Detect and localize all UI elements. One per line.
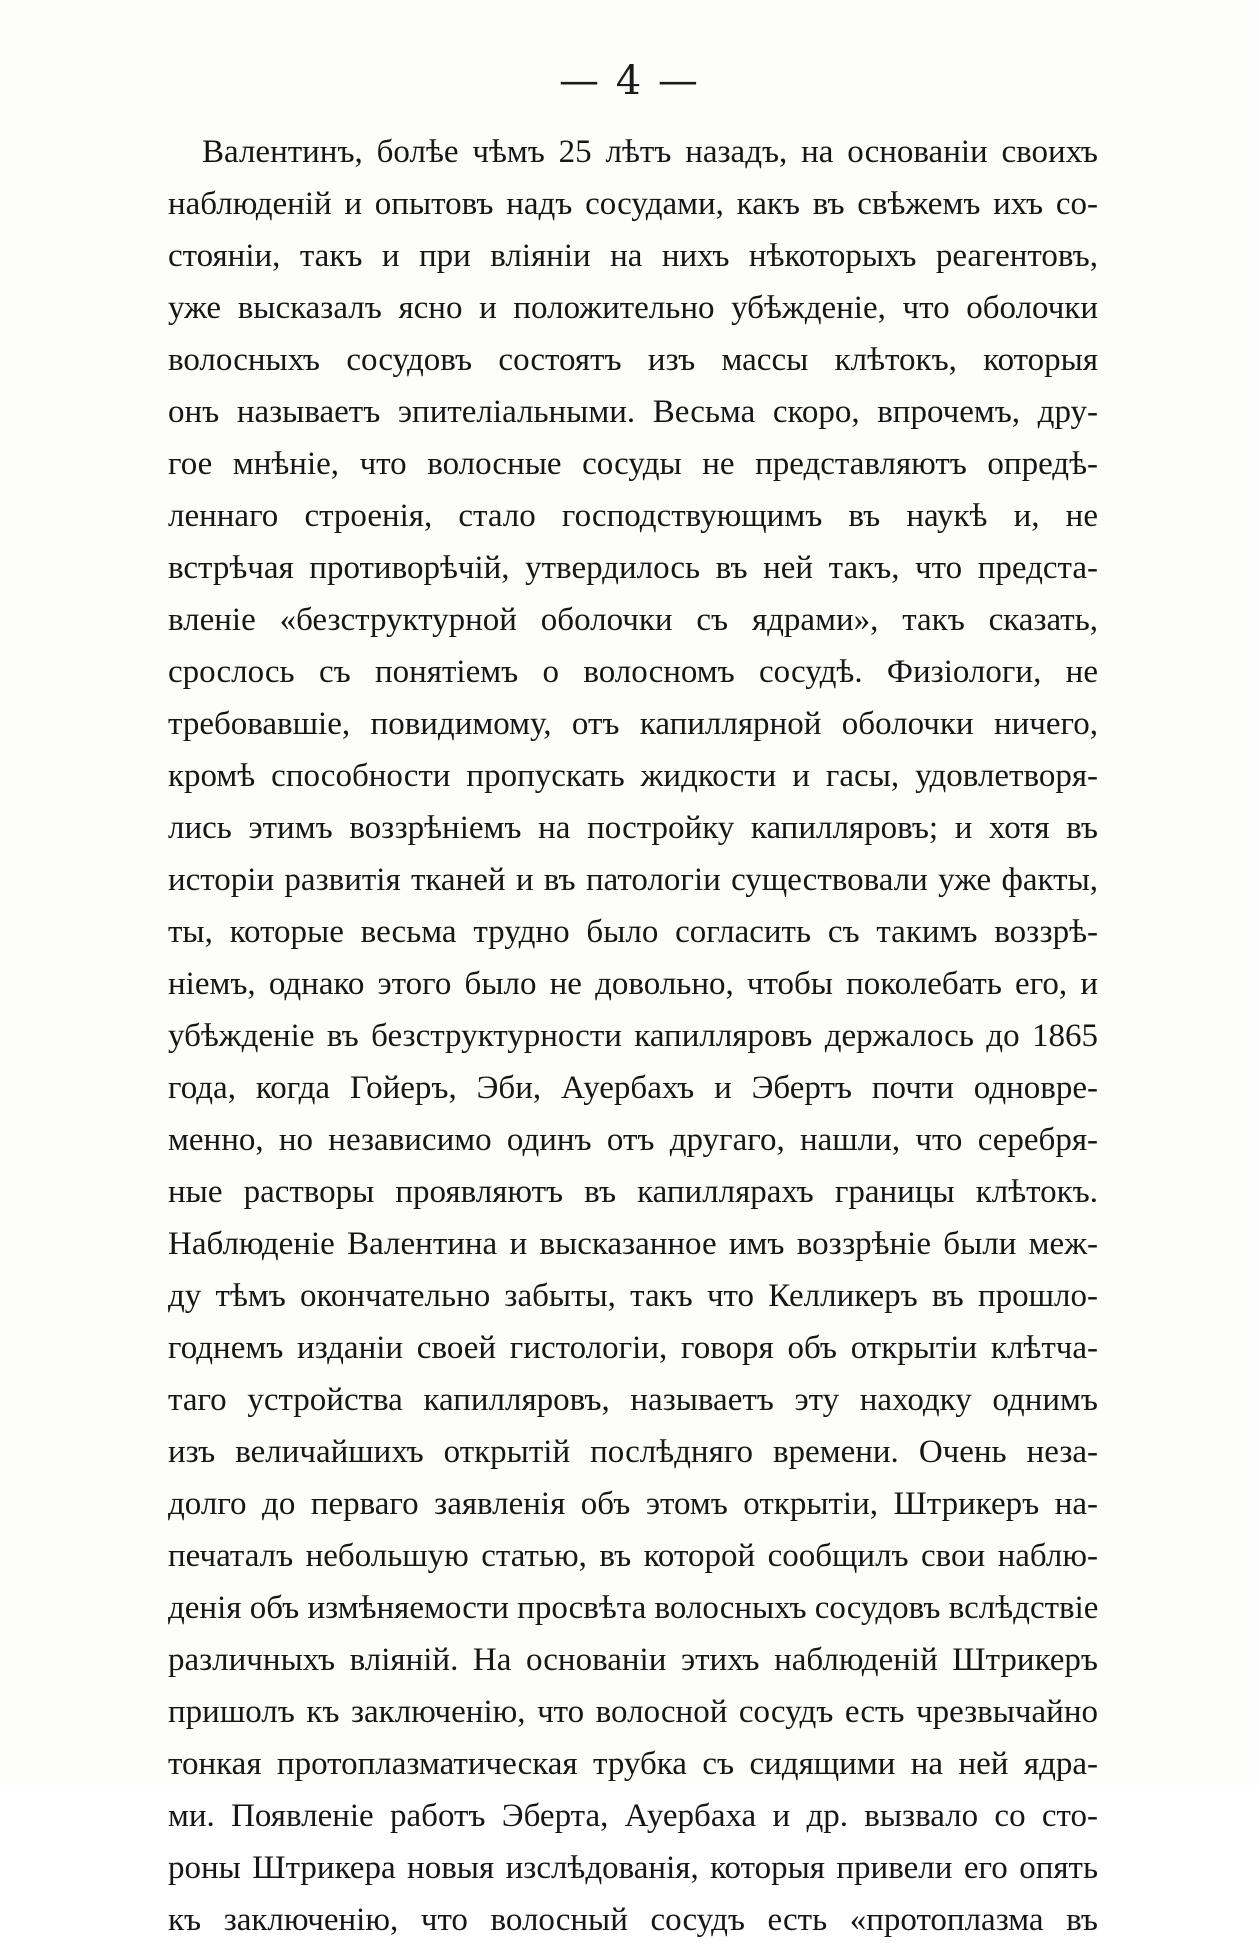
text-line: требовавшіе, повидимому, отъ капиллярной оболочки ничего, (168, 706, 1098, 742)
text-line: ду тѣмъ окончательно забыты, такъ что Келликеръ въ прошло- (168, 1278, 1098, 1314)
text-line: печаталъ небольшую статью, въ которой сообщилъ свои наблю- (168, 1538, 1098, 1574)
text-line: онъ называетъ эпителіальными. Весьма скоро, впрочемъ, дру- (168, 394, 1098, 430)
text-line: долго до перваго заявленія объ этомъ открытіи, Штрикеръ на- (168, 1486, 1098, 1522)
text-line: исторіи развитія тканей и въ патологіи существовали уже факты, (168, 862, 1098, 898)
text-line: встрѣчая противорѣчій, утвердилось въ ней такъ, что предста- (168, 550, 1098, 586)
text-line: ми. Появленіе работъ Эберта, Ауербаха и др. вызвало со сто- (168, 1798, 1098, 1834)
text-line: денія объ измѣняемости просвѣта волосныхъ сосудовъ вслѣдствіе (168, 1590, 1098, 1626)
text-line: леннаго строенія, стало господствующимъ въ наукѣ и, не (168, 498, 1098, 534)
text-line: различныхъ вліяній. На основаніи этихъ наблюденій Штрикеръ (168, 1642, 1098, 1678)
text-line: лись этимъ воззрѣніемъ на постройку капилляровъ; и хотя въ (168, 810, 1098, 846)
text-line: роны Штрикера новыя изслѣдованія, которыя привели его опять (168, 1850, 1098, 1886)
text-line: волосныхъ сосудовъ состоятъ изъ массы клѣтокъ, которыя (168, 342, 1098, 378)
text-line: Наблюденіе Валентина и высказанное имъ воззрѣніе были меж- (168, 1226, 1098, 1262)
text-line: ніемъ, однако этого было не довольно, чтобы поколебать его, и (168, 966, 1098, 1002)
text-line: менно, но независимо одинъ отъ другаго, нашли, что серебря- (168, 1122, 1098, 1158)
text-line: стояніи, такъ и при вліяніи на нихъ нѣкоторыхъ реагентовъ, (168, 238, 1098, 274)
text-line: уже высказалъ ясно и положительно убѣжденіе, что оболочки (168, 290, 1098, 326)
text-line: къ заключенію, что волосный сосудъ есть «протоплазма въ (168, 1902, 1098, 1938)
text-line: гое мнѣніе, что волосные сосуды не представляютъ опредѣ- (168, 446, 1098, 482)
text-line: вленіе «безструктурной оболочки съ ядрами», такъ сказать, (168, 602, 1098, 638)
text-line: тонкая протоплазматическая трубка съ сидящими на ней ядра- (168, 1746, 1098, 1782)
text-line: годнемъ изданіи своей гистологіи, говоря объ открытіи клѣтча- (168, 1330, 1098, 1366)
page-number: — 4 — (559, 58, 700, 104)
text-line: пришолъ къ заключенію, что волосной сосудъ есть чрезвычайно (168, 1694, 1098, 1730)
text-line: ты, которые весьма трудно было согласить съ такимъ воззрѣ- (168, 914, 1098, 950)
text-line: срослось съ понятіемъ о волосномъ сосудѣ. Физіологи, не (168, 654, 1098, 690)
text-line: наблюденій и опытовъ надъ сосудами, какъ въ свѣжемъ ихъ со- (168, 186, 1098, 222)
text-line: Валентинъ, болѣе чѣмъ 25 лѣтъ назадъ, на основаніи своихъ (202, 134, 1098, 170)
text-line: изъ величайшихъ открытій послѣдняго времени. Очень неза- (168, 1434, 1098, 1470)
body-paragraph (168, 126, 1098, 1946)
text-line: таго устройства капилляровъ, называетъ эту находку однимъ (168, 1382, 1098, 1418)
text-line: года, когда Гойеръ, Эби, Ауербахъ и Эбертъ почти одновре- (168, 1070, 1098, 1106)
text-line: ные растворы проявляютъ въ капиллярахъ границы клѣтокъ. (168, 1174, 1098, 1210)
text-line: убѣжденіе въ безструктурности капилляровъ держалось до 1865 (168, 1018, 1098, 1054)
text-line: кромѣ способности пропускать жидкости и гасы, удовлетворя- (168, 758, 1098, 794)
